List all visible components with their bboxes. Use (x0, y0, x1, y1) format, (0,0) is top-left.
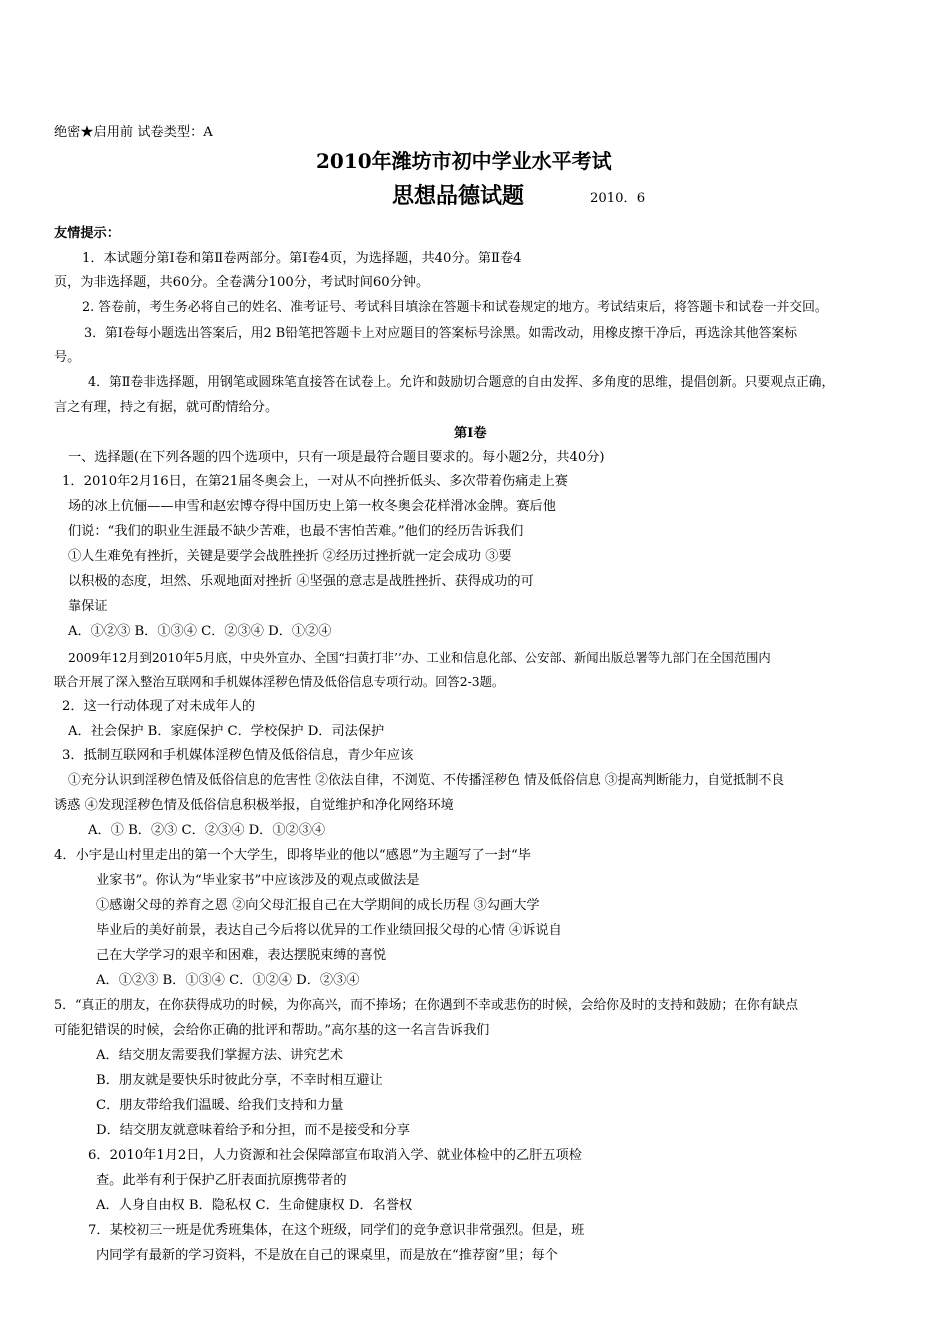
notice-line: 言之有理，持之有据，就可酌情给分。 (54, 400, 279, 415)
secret-label: 绝密★启用前 试卷类型：A (54, 125, 213, 140)
question-line: 毕业后的美好前景，表达自己今后将以优异的工作业绩回报父母的心情 ④诉说自 (96, 923, 562, 938)
notice-line: 页，为非选择题，共60分。全卷满分100分，考试时间60分钟。 (54, 275, 430, 290)
exam-date: 2010．6 (590, 191, 646, 206)
answer-options: A．①②③ B．①③④ C．②③④ D．①②④ (68, 624, 332, 639)
exam-title: 2010年潍坊市初中学业水平考试 (316, 149, 612, 173)
question-line: ①充分认识到淫秽色情及低俗信息的危害性 ②依法自律，不浏览、不传播淫秽色 情及低俗信息 ③提高判断能力，自觉抵制不良 (68, 773, 785, 788)
section-intro: 一、选择题(在下列各题的四个选项中，只有一项是最符合题目要求的。每小题2分，共40分) (68, 450, 605, 465)
question-line: ①感谢父母的养育之恩 ②向父母汇报自己在大学期间的成长历程 ③勾画大学 (96, 898, 540, 913)
question-line: 1．2010年2月16日，在第21届冬奥会上，一对从不向挫折低头、多次带着伤痛走上赛 (62, 474, 568, 489)
question-line: 6．2010年1月2日，人力资源和社会保障部宣布取消入学、就业体检中的乙肝五项检 (88, 1148, 582, 1163)
answer-options: A．①②③ B．①③④ C．①②④ D．②③④ (96, 973, 360, 988)
question-line: 场的冰上伉俪——申雪和赵宏博夺得中国历史上第一枚冬奥会花样滑冰金牌。赛后他 (68, 499, 556, 514)
answer-options: A．人身自由权 B．隐私权 C．生命健康权 D．名誉权 (96, 1198, 413, 1213)
notice-line: 4．第Ⅱ卷非选择题，用钢笔或圆珠笔直接答在试卷上。允许和鼓励切合题意的自由发挥、多角度的思维，提倡创新。只要观点正确， (88, 375, 835, 390)
question-line: 可能犯错误的时候，会给你正确的批评和帮助。”高尔基的这一名言告诉我们 (54, 1023, 490, 1038)
question-line: 联合开展了深入整治互联网和手机媒体淫秽色情及低俗信息专项行动。回答2-3题。 (54, 675, 505, 689)
answer-option: C．朋友带给我们温暖、给我们支持和力量 (96, 1098, 344, 1113)
notice-line: 号。 (54, 350, 81, 365)
question-line: 诱惑 ④发现淫秽色情及低俗信息积极举报，自觉维护和净化网络环境 (54, 798, 454, 813)
question-line: 2．这一行动体现了对未成年人的 (62, 699, 256, 714)
question-line: 己在大学学习的艰辛和困难，表达摆脱束缚的喜悦 (96, 948, 387, 963)
notice-label: 友情提示： (54, 226, 120, 241)
answer-options: A．① B．②③ C．②③④ D．①②③④ (88, 823, 326, 838)
question-line: 查。此举有利于保护乙肝表面抗原携带者的 (96, 1173, 347, 1188)
question-line: 以积极的态度，坦然、乐观地面对挫折 ④坚强的意志是战胜挫折、获得成功的可 (68, 574, 534, 589)
question-line: 2009年12月到2010年5月底，中央外宣办、全国“扫黄打非’’办、工业和信息化部、公安部、新闻出版总署等九部门在全国范围内 (68, 651, 771, 665)
notice-line: 2. 答卷前，考生务必将自己的姓名、准考证号、考试科目填涂在答题卡和试卷规定的地方。考试结束后，将答题卡和试卷一并交回。 (82, 300, 828, 315)
question-line: 们说：“我们的职业生涯最不缺少苦难，也最不害怕苦难。”他们的经历告诉我们 (68, 524, 524, 539)
question-line: 7．某校初三一班是优秀班集体，在这个班级，同学们的竞争意识非常强烈。但是，班 (88, 1223, 585, 1238)
notice-line: 1．本试题分第Ⅰ卷和第Ⅱ卷两部分。第Ⅰ卷4页，为选择题，共40分。第Ⅱ卷4 (82, 251, 522, 266)
question-line: ①人生难免有挫折，关键是要学会战胜挫折 ②经历过挫折就一定会成功 ③要 (68, 549, 512, 564)
question-line: 4．小宇是山村里走出的第一个大学生，即将毕业的他以“感恩”为主题写了一封“毕 (54, 848, 531, 863)
question-line: 内同学有最新的学习资料，不是放在自己的课桌里，而是放在“推荐窗”里；每个 (96, 1248, 558, 1263)
answer-option: B．朋友就是要快乐时彼此分享，不幸时相互避让 (96, 1073, 383, 1088)
answer-options: A．社会保护 B．家庭保护 C．学校保护 D．司法保护 (68, 724, 385, 739)
notice-line: 3．第Ⅰ卷每小题选出答案后，用2 B铅笔把答题卡上对应题目的答案标号涂黑。如需改动，用橡皮擦干净后，再选涂其他答案标 (84, 326, 798, 341)
answer-option: A．结交朋友需要我们掌握方法、讲究艺术 (96, 1048, 343, 1063)
question-line: 靠保证 (68, 599, 108, 614)
answer-option: D．结交朋友就意味着给予和分担，而不是接受和分享 (96, 1123, 410, 1138)
question-line: 3．抵制互联网和手机媒体淫秽色情及低俗信息，青少年应该 (62, 748, 414, 763)
question-line: 5．“真正的朋友，在你获得成功的时候，为你高兴，而不捧场；在你遇到不幸或悲伤的时候，会给你及时的支持和鼓励；在你有缺点 (54, 998, 799, 1013)
question-line: 业家书”。你认为“毕业家书”中应该涉及的观点或做法是 (96, 873, 420, 888)
section-title: 第Ⅰ卷 (454, 426, 487, 441)
exam-subtitle: 思想品德试题 (392, 183, 525, 209)
